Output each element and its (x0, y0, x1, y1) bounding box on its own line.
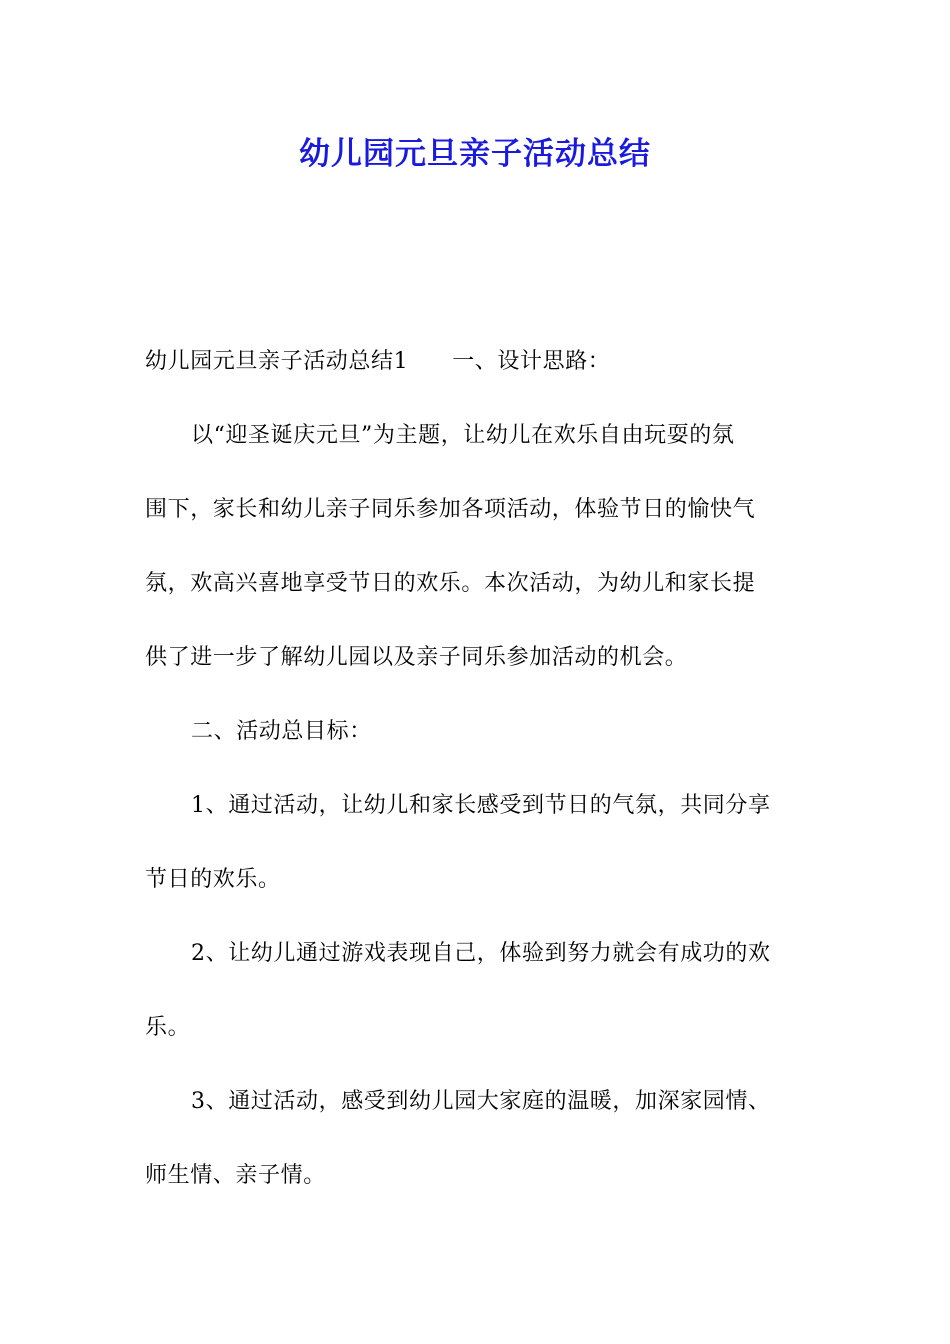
paragraph-theme (145, 414, 813, 680)
section-title-design: 一、设计思路： (452, 349, 611, 374)
text-line: 3、通过活动，感受到幼儿园大家庭的温暖，加深家园情、 (191, 1089, 771, 1114)
document-body (145, 340, 813, 1228)
text-line: 氛，欢高兴喜地享受节日的欢乐。本次活动，为幼儿和家长提 (145, 571, 756, 596)
text-line: 供了进一步了解幼儿园以及亲子同乐参加活动的机会。 (145, 645, 688, 670)
text-line: 节日的欢乐。 (145, 867, 281, 892)
text-line: 围下，家长和幼儿亲子同乐参加各项活动，体验节日的愉快气 (145, 497, 756, 522)
text-line: 2、让幼儿通过游戏表现自己，体验到努力就会有成功的欢 (191, 941, 771, 966)
paragraph-goals-heading (145, 710, 813, 754)
text-line: 1、通过活动，让幼儿和家长感受到节日的气氛，共同分享 (191, 793, 771, 818)
paragraph-goal-1 (145, 784, 813, 902)
paragraph-goal-2 (145, 932, 813, 1050)
document-title: 幼儿园元旦亲子活动总结 (299, 136, 651, 172)
section-title-goals: 二、活动总目标： (191, 719, 372, 744)
text-line: 师生情、亲子情。 (145, 1163, 326, 1188)
text-line: 乐。 (145, 1015, 191, 1040)
first-line (145, 340, 813, 384)
section-heading: 幼儿园元旦亲子活动总结1 (145, 349, 409, 374)
paragraph-goal-3 (145, 1080, 813, 1198)
text-line: 以“迎圣诞庆元旦”为主题，让幼儿在欢乐自由玩耍的氛 (191, 423, 735, 448)
